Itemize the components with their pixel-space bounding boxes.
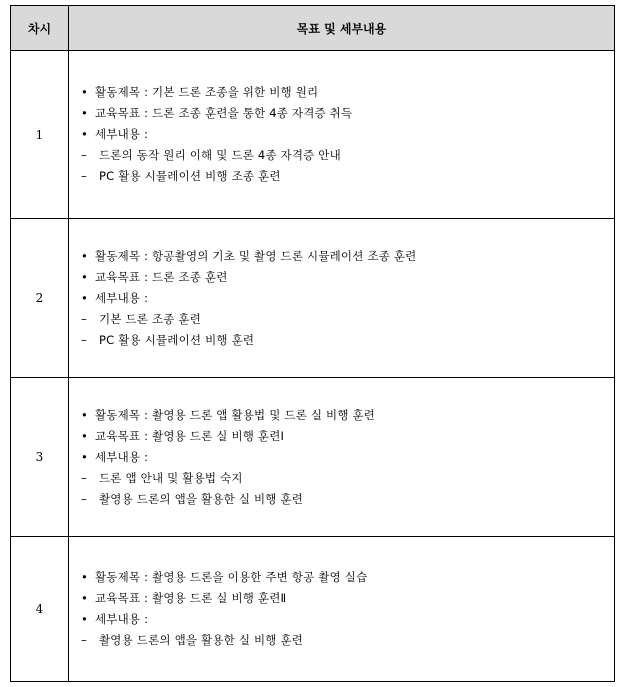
dash-icon: – [81,470,87,485]
detail-line: • 세부내용 : [81,124,614,145]
session-header: 차시 [11,6,69,51]
bullet-icon: • [81,449,88,464]
detail-item: – 기본 드론 조종 훈련 [81,309,614,330]
session-number: 1 [11,51,69,219]
detail-item: – 드론 앱 안내 및 활용법 숙지 [81,468,614,489]
dash-icon: – [81,491,87,506]
session-content [69,537,615,682]
dash-icon: – [81,633,87,647]
activity-line: • 활동제목 : 기본 드론 조종을 위한 비행 원리 [81,82,614,103]
detail-item: – 드론의 동작 원리 이해 및 드론 4종 자격증 안내 [81,145,614,166]
activity-line: • 활동제목 : 촬영용 드론 앱 활용법 및 드론 실 비행 훈련 [81,405,614,426]
detail-item: – PC 활용 시뮬레이션 비행 조종 훈련 [81,166,614,187]
table-row [11,219,615,378]
bullet-icon: • [81,85,88,99]
detail-item: – 촬영용 드론의 앱을 활용한 실 비행 훈련 [81,489,614,510]
table-row [11,51,615,219]
session-content [69,51,615,219]
goal-line: • 교육목표 : 드론 조종 훈련을 통한 4종 자격증 취득 [81,103,614,124]
session-content [69,219,615,378]
activity-line: • 활동제목 : 항공촬영의 기초 및 촬영 드론 시뮬레이션 조종 훈련 [81,246,614,267]
bullet-icon: • [81,269,88,284]
dash-icon: – [81,311,87,326]
bullet-icon: • [81,428,88,443]
bullet-icon: • [81,248,88,263]
dash-icon: – [81,169,87,183]
goal-line: • 교육목표 : 드론 조종 훈련 [81,267,614,288]
goal-line: • 교육목표 : 촬영용 드론 실 비행 훈련Ⅰ [81,426,614,447]
goal-line: • 교육목표 : 촬영용 드론 실 비행 훈련Ⅱ [81,588,614,609]
session-number: 2 [11,219,69,378]
bullet-icon: • [81,290,88,305]
bullet-icon: • [81,127,88,141]
detail-item: – 촬영용 드론의 앱을 활용한 실 비행 훈련 [81,630,614,651]
table-row [11,378,615,537]
bullet-icon: • [81,407,88,422]
detail-line: • 세부내용 : [81,288,614,309]
activity-line: • 활동제목 : 촬영용 드론을 이용한 주변 항공 촬영 실습 [81,567,614,588]
bullet-icon: • [81,591,88,605]
bullet-icon: • [81,106,88,120]
session-number: 4 [11,537,69,682]
detail-item: – PC 활용 시뮬레이션 비행 훈련 [81,330,614,351]
bullet-icon: • [81,612,88,626]
dash-icon: – [81,332,87,347]
header-row [11,6,615,51]
curriculum-table [10,5,615,682]
bullet-icon: • [81,570,88,584]
dash-icon: – [81,148,87,162]
detail-line: • 세부내용 : [81,609,614,630]
content-header: 목표 및 세부내용 [69,6,615,51]
session-number: 3 [11,378,69,537]
detail-line: • 세부내용 : [81,447,614,468]
table-row [11,537,615,682]
session-content [69,378,615,537]
